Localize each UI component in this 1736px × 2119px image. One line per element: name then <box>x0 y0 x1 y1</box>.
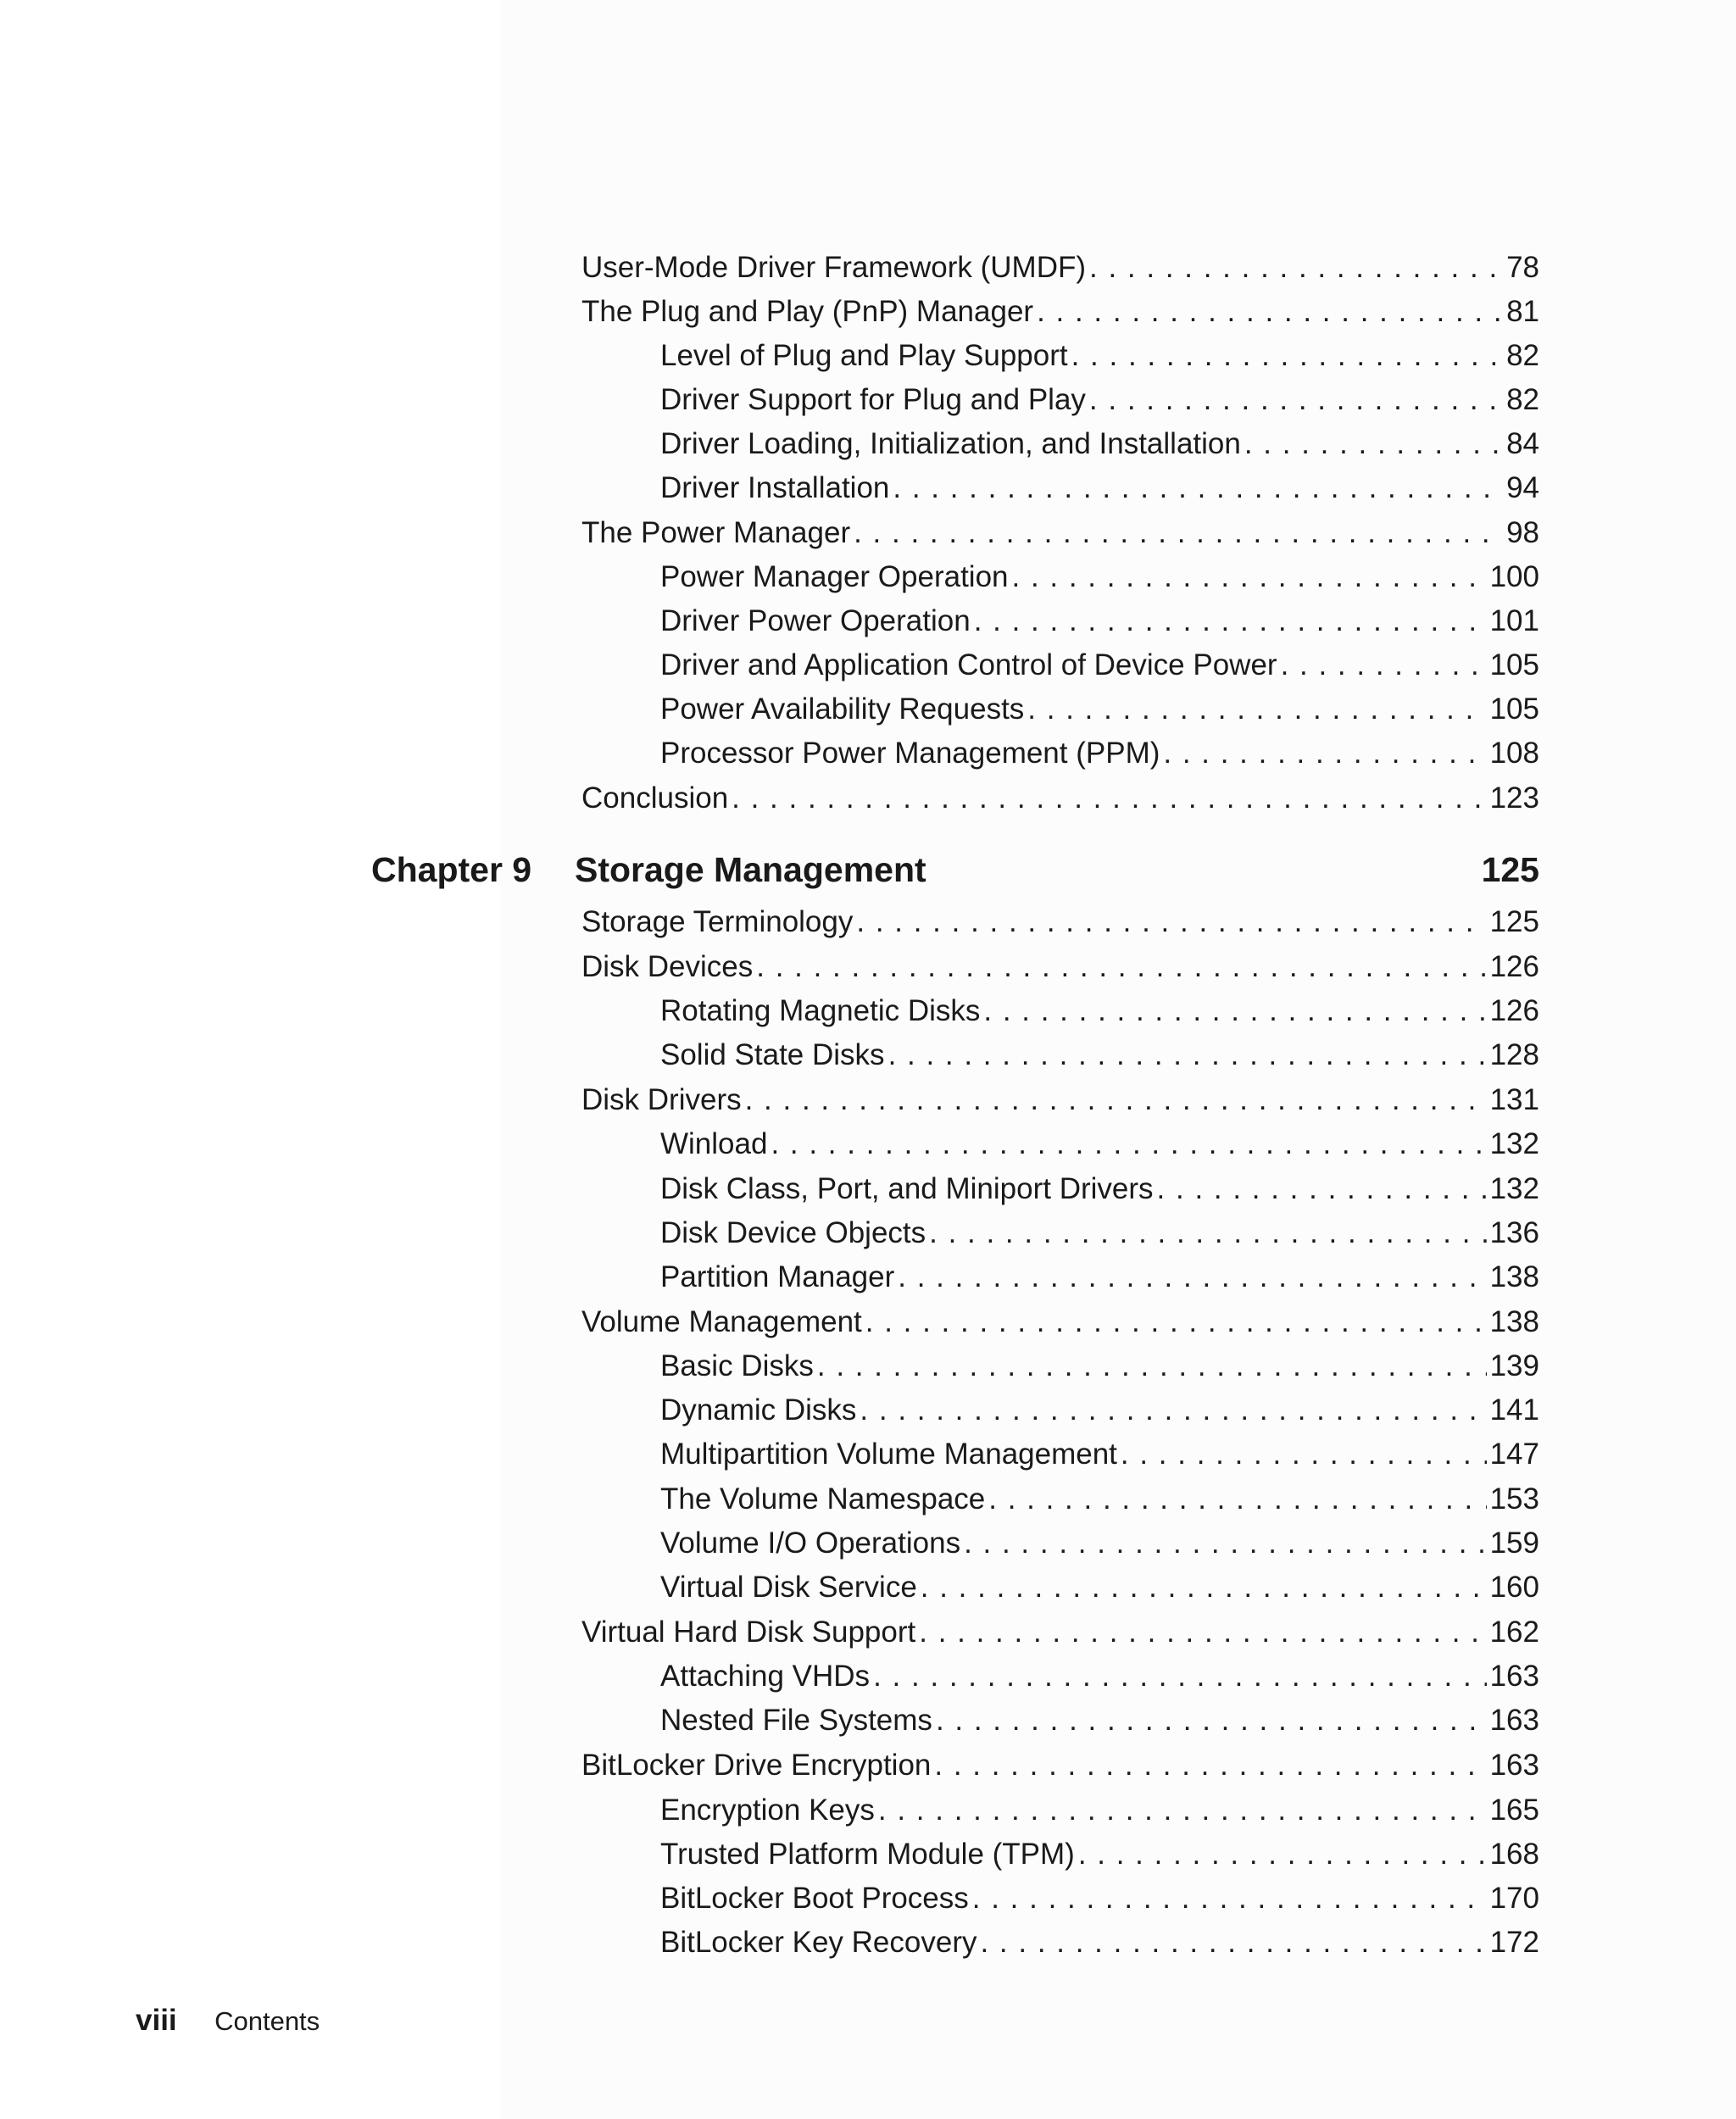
toc-entry <box>581 900 1539 944</box>
toc-entry-title: Driver Power Operation <box>660 604 971 637</box>
toc-entry-page: 163 <box>1489 1704 1539 1737</box>
toc-entry <box>581 1300 1539 1344</box>
toc-subentry <box>660 1122 1539 1166</box>
toc-subentry <box>660 1521 1539 1566</box>
toc-subentry <box>660 1833 1539 1877</box>
toc-entry-title: Virtual Disk Service <box>660 1571 917 1604</box>
toc-entry <box>581 776 1539 820</box>
toc-subentry <box>660 1921 1539 1965</box>
running-head: Contents <box>214 2006 320 2036</box>
dot-leader <box>817 1344 1487 1388</box>
toc-entry-page: 82 <box>1506 339 1539 372</box>
toc-entry <box>581 1744 1539 1788</box>
dot-leader <box>878 1788 1487 1833</box>
page-footer <box>136 2002 320 2039</box>
toc-entry-page: 101 <box>1489 604 1539 637</box>
toc-entry-page: 105 <box>1489 648 1539 681</box>
toc-entry-title: Power Availability Requests <box>660 692 1025 726</box>
dot-leader <box>1281 643 1487 687</box>
dot-leader <box>988 1477 1486 1521</box>
dot-leader <box>888 1033 1487 1077</box>
toc-entry-title: Disk Devices <box>581 950 754 983</box>
toc-entry-title: Disk Drivers <box>581 1083 742 1116</box>
toc-entry-title: The Plug and Play (PnP) Manager <box>581 295 1034 328</box>
dot-leader <box>974 599 1487 643</box>
toc-entry-title: Basic Disks <box>660 1349 814 1382</box>
toc-entry-page: 139 <box>1489 1349 1539 1382</box>
toc-entry-title: User-Mode Driver Framework (UMDF) <box>581 251 1087 284</box>
dot-leader <box>756 945 1486 989</box>
dot-leader <box>873 1655 1487 1699</box>
toc-entry-title: Attaching VHDs <box>660 1660 871 1693</box>
toc-entry-title: Driver Installation <box>660 471 890 504</box>
toc-entry-page: 165 <box>1489 1794 1539 1827</box>
toc-subentry <box>660 1655 1539 1699</box>
toc-entry-title: Storage Terminology <box>581 905 854 938</box>
toc-entry-title: Virtual Hard Disk Support <box>581 1616 916 1649</box>
toc-subentry <box>660 643 1539 687</box>
toc-entry-title: Volume Management <box>581 1305 862 1338</box>
dot-leader <box>983 989 1486 1033</box>
toc-subentry <box>660 1211 1539 1255</box>
toc-entry-page: 126 <box>1489 994 1539 1027</box>
dot-leader <box>936 1699 1487 1743</box>
toc-entry <box>581 945 1539 989</box>
toc-entry-page: 94 <box>1506 471 1539 504</box>
toc-entry-page: 123 <box>1489 781 1539 815</box>
toc-entry-title: Processor Power Management (PPM) <box>660 737 1160 770</box>
dot-leader <box>898 1255 1486 1299</box>
dot-leader <box>745 1078 1487 1122</box>
dot-leader <box>771 1122 1486 1166</box>
toc-subentry <box>660 1432 1539 1477</box>
toc-subentry <box>660 1388 1539 1432</box>
dot-leader <box>1027 687 1486 731</box>
toc-entry-page: 138 <box>1489 1260 1539 1293</box>
dot-leader <box>921 1566 1487 1610</box>
dot-leader <box>1012 555 1487 599</box>
toc-entry-page: 78 <box>1506 251 1539 284</box>
dot-leader <box>980 1921 1486 1965</box>
toc-entry-title: Driver Support for Plug and Play <box>660 383 1086 416</box>
toc-entry-title: Trusted Platform Module (TPM) <box>660 1838 1075 1871</box>
toc-entry-page: 108 <box>1489 737 1539 770</box>
toc-entry-title: Multipartition Volume Management <box>660 1438 1117 1471</box>
toc-entry-title: Winload <box>660 1127 768 1160</box>
chapter-heading <box>371 844 1539 895</box>
toc-entry <box>581 246 1539 290</box>
toc-entry <box>581 1078 1539 1122</box>
toc-entry-page: 136 <box>1489 1216 1539 1249</box>
dot-leader <box>865 1300 1487 1344</box>
toc-entry-page: 172 <box>1489 1926 1539 1959</box>
dot-leader <box>1089 246 1503 290</box>
toc-entry-page: 168 <box>1489 1838 1539 1871</box>
dot-leader <box>1157 1167 1487 1211</box>
dot-leader <box>893 466 1503 510</box>
toc-entry-page: 84 <box>1506 427 1539 460</box>
toc-subentry <box>660 1033 1539 1077</box>
toc-entry-page: 126 <box>1489 950 1539 983</box>
chapter-label: Chapter 9 <box>371 850 532 889</box>
toc-entry-title: Dynamic Disks <box>660 1393 857 1427</box>
toc-entry-title: BitLocker Boot Process <box>660 1882 969 1915</box>
dot-leader <box>732 776 1486 820</box>
dot-leader <box>934 1744 1486 1788</box>
toc-subentry <box>660 466 1539 510</box>
toc-subentry <box>660 1877 1539 1921</box>
dot-leader <box>1089 378 1503 422</box>
toc-entry-title: BitLocker Drive Encryption <box>581 1749 932 1782</box>
page-number: viii <box>136 2004 177 2037</box>
toc-entry-page: 138 <box>1489 1305 1539 1338</box>
toc-entry-title: Disk Device Objects <box>660 1216 926 1249</box>
toc-entry <box>581 1610 1539 1655</box>
toc-subentry <box>660 1477 1539 1521</box>
toc-subentry <box>660 1699 1539 1743</box>
toc-subentry <box>660 1566 1539 1610</box>
toc-entry-title: Partition Manager <box>660 1260 895 1293</box>
toc-subentry <box>660 599 1539 643</box>
toc-entry-title: The Power Manager <box>581 516 851 549</box>
dot-leader <box>1163 731 1486 776</box>
toc-entry-title: Conclusion <box>581 781 729 815</box>
toc-entry-page: 128 <box>1489 1038 1539 1071</box>
dot-leader <box>929 1211 1486 1255</box>
toc-entry-page: 147 <box>1489 1438 1539 1471</box>
toc-entry-page: 105 <box>1489 692 1539 726</box>
dot-leader <box>854 511 1503 555</box>
chapter-title: Storage Management <box>575 850 926 889</box>
dot-leader <box>972 1877 1487 1921</box>
toc-subentry <box>660 731 1539 776</box>
toc-subentry <box>660 555 1539 599</box>
toc-entry-page: 132 <box>1489 1172 1539 1205</box>
toc-entry-page: 159 <box>1489 1527 1539 1560</box>
toc-entry-page: 160 <box>1489 1571 1539 1604</box>
toc-entry-title: Driver Loading, Initialization, and Installation <box>660 427 1241 460</box>
toc-subentry <box>660 1344 1539 1388</box>
toc-subentry <box>660 989 1539 1033</box>
toc-entry-title: Rotating Magnetic Disks <box>660 994 981 1027</box>
dot-leader <box>1037 290 1503 334</box>
toc-entry-title: Encryption Keys <box>660 1794 875 1827</box>
toc-entry-title: Disk Class, Port, and Miniport Drivers <box>660 1172 1154 1205</box>
toc-entry <box>581 511 1539 555</box>
dot-leader <box>856 900 1486 944</box>
dot-leader <box>1078 1833 1487 1877</box>
toc-entry-page: 162 <box>1489 1616 1539 1649</box>
dot-leader <box>1244 422 1503 466</box>
toc-entry-page: 98 <box>1506 516 1539 549</box>
toc-entry-page: 131 <box>1489 1083 1539 1116</box>
dot-leader <box>860 1388 1486 1432</box>
toc-subentry <box>660 334 1539 378</box>
toc-entry-title: Solid State Disks <box>660 1038 885 1071</box>
toc-entry-page: 141 <box>1489 1393 1539 1427</box>
toc-entry-title: Driver and Application Control of Device Power <box>660 648 1277 681</box>
toc-subentry <box>660 1255 1539 1299</box>
dot-leader <box>964 1521 1487 1566</box>
toc-entry-title: Power Manager Operation <box>660 560 1009 593</box>
toc-entry-title: Nested File Systems <box>660 1704 932 1737</box>
toc-entry-page: 163 <box>1489 1660 1539 1693</box>
toc-subentry <box>660 422 1539 466</box>
toc-subentry <box>660 378 1539 422</box>
toc-subentry <box>660 687 1539 731</box>
chapter-page: 125 <box>1481 850 1539 889</box>
toc-entry-page: 81 <box>1506 295 1539 328</box>
dot-leader <box>1071 334 1503 378</box>
dot-leader <box>919 1610 1486 1655</box>
toc-entry-title: BitLocker Key Recovery <box>660 1926 977 1959</box>
toc-entry-page: 125 <box>1489 905 1539 938</box>
toc-entry-page: 170 <box>1489 1882 1539 1915</box>
toc-entry-title: Volume I/O Operations <box>660 1527 961 1560</box>
toc-entry-page: 163 <box>1489 1749 1539 1782</box>
toc-entry-title: Level of Plug and Play Support <box>660 339 1068 372</box>
toc-subentry <box>660 1167 1539 1211</box>
toc-entry-page: 153 <box>1489 1482 1539 1516</box>
toc-subentry <box>660 1788 1539 1833</box>
toc-entry <box>581 290 1539 334</box>
toc-entry-page: 82 <box>1506 383 1539 416</box>
toc-entry-title: The Volume Namespace <box>660 1482 986 1516</box>
toc-entry-page: 132 <box>1489 1127 1539 1160</box>
toc-entry-page: 100 <box>1489 560 1539 593</box>
dot-leader <box>1121 1432 1487 1477</box>
